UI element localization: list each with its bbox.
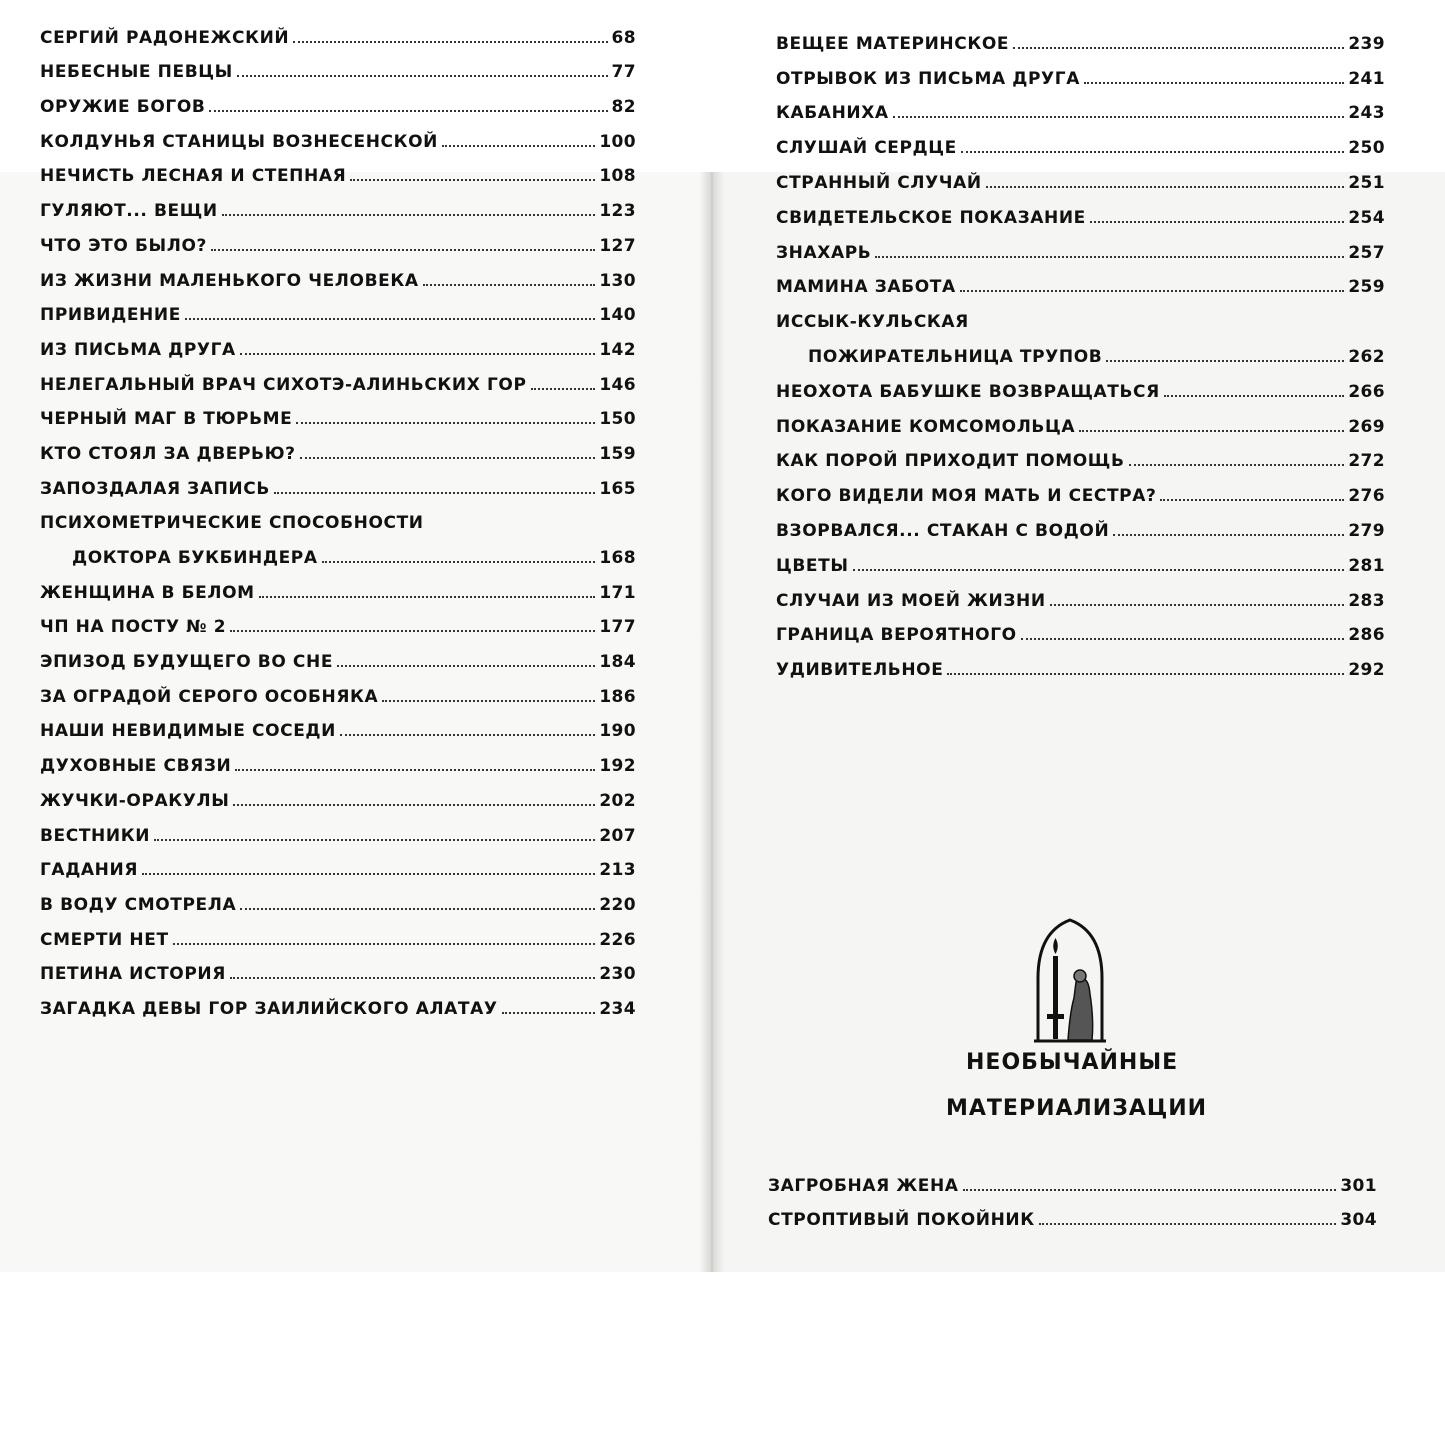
dot-leader xyxy=(1164,394,1345,397)
toc-entry xyxy=(40,434,636,469)
toc-entry-title: ДОКТОРА БУКБИНДЕРА xyxy=(72,548,318,568)
dot-leader xyxy=(240,352,596,355)
toc-entry-title: ЦВЕТЫ xyxy=(776,555,849,576)
toc-entry-title: СМЕРТИ НЕТ xyxy=(40,929,169,950)
dot-leader xyxy=(502,1011,596,1014)
dot-leader xyxy=(428,527,632,528)
toc-entry-page: 165 xyxy=(599,478,636,499)
dot-leader xyxy=(230,976,595,979)
toc-entry-page: 140 xyxy=(599,305,636,326)
toc-entry-title: СВИДЕТЕЛЬСКОЕ ПОКАЗАНИЕ xyxy=(776,207,1086,228)
toc-entry-title: ЗНАХАРЬ xyxy=(776,242,872,263)
toc-entry-page: 230 xyxy=(599,964,636,985)
dot-leader xyxy=(961,150,1344,153)
toc-entry-page: 202 xyxy=(599,790,636,811)
toc-entry-page: 241 xyxy=(1348,68,1385,89)
toc-entry-page: 77 xyxy=(611,62,636,83)
toc-entry-title: НЕЧИСТЬ ЛЕСНАЯ И СТЕПНАЯ xyxy=(40,166,347,187)
toc-entry-title: ЗА ОГРАДОЙ СЕРОГО ОСОБНЯКА xyxy=(40,686,379,707)
toc-entry xyxy=(40,746,636,781)
toc-entry-page: 304 xyxy=(1340,1210,1377,1231)
toc-entry-title: ЖЕНЩИНА В БЕЛОМ xyxy=(40,582,255,603)
toc-entry-title: ВЕЩЕЕ МАТЕРИНСКОЕ xyxy=(776,33,1010,54)
toc-entry xyxy=(776,59,1385,94)
toc-entry xyxy=(40,122,636,157)
section-heading xyxy=(900,860,1360,990)
toc-entry-title: КТО СТОЯЛ ЗА ДВЕРЬЮ? xyxy=(40,443,296,464)
toc-entry xyxy=(40,226,636,261)
toc-entry xyxy=(40,677,636,712)
toc-entry-page: 243 xyxy=(1348,103,1385,124)
toc-entry-title: НАШИ НЕВИДИМЫЕ СОСЕДИ xyxy=(40,721,336,742)
toc-entry xyxy=(40,989,636,1024)
toc-entry xyxy=(40,18,636,53)
toc-entry-title: ЗАГАДКА ДЕВЫ ГОР ЗАИЛИЙСКОГО АЛАТАУ xyxy=(40,998,498,1019)
toc-entry-title: ГУЛЯЮТ... ВЕЩИ xyxy=(40,201,218,222)
toc-entry xyxy=(40,296,636,331)
dot-leader xyxy=(1013,46,1344,49)
dot-leader xyxy=(1160,498,1344,501)
toc-entry-page: 213 xyxy=(599,860,636,881)
toc-entry xyxy=(776,581,1385,616)
toc-entry xyxy=(40,712,636,747)
toc-entry xyxy=(40,504,636,539)
toc-entry-page: 186 xyxy=(599,686,636,707)
dot-leader xyxy=(235,768,595,771)
dot-leader xyxy=(240,907,595,910)
toc-entry-page: 251 xyxy=(1348,172,1385,193)
toc-entry-page: 100 xyxy=(599,131,636,152)
toc-entry-title: ЧЕРНЫЙ МАГ В ТЮРЬМЕ xyxy=(40,409,293,430)
toc-entry-title: ПСИХОМЕТРИЧЕСКИЕ СПОСОБНОСТИ xyxy=(40,513,424,534)
toc-entry-title: СЛУШАЙ СЕРДЦЕ xyxy=(776,138,957,159)
dot-leader xyxy=(340,733,595,736)
dot-leader xyxy=(973,326,1381,327)
toc-entry-title: ЧТО ЭТО БЫЛО? xyxy=(40,235,207,256)
dot-leader xyxy=(230,629,595,632)
toc-entry-page: 283 xyxy=(1348,590,1385,611)
toc-entry xyxy=(776,372,1385,407)
toc-entry-page: 146 xyxy=(599,374,636,395)
toc-entry xyxy=(40,191,636,226)
toc-entry xyxy=(776,163,1385,198)
toc-entry-title: ДУХОВНЫЕ СВЯЗИ xyxy=(40,756,232,777)
toc-entry-page: 266 xyxy=(1348,381,1385,402)
dot-leader xyxy=(986,185,1345,188)
toc-entry xyxy=(40,365,636,400)
toc-entry xyxy=(40,53,636,88)
section-heading-line-1: НЕОБЫЧАЙНЫЕ xyxy=(966,1050,1179,1075)
toc-entry-page: 276 xyxy=(1348,486,1385,507)
toc-entry-page: 127 xyxy=(599,235,636,256)
toc-entry xyxy=(776,476,1385,511)
dot-leader xyxy=(947,672,1344,675)
dot-leader xyxy=(233,803,595,806)
toc-entry-page: 142 xyxy=(599,339,636,360)
left-toc-list xyxy=(40,18,636,1024)
dot-leader xyxy=(274,491,595,494)
toc-entry xyxy=(40,538,636,573)
toc-entry-title: ГРАНИЦА ВЕРОЯТНОГО xyxy=(776,625,1017,646)
toc-entry-page: 301 xyxy=(1340,1175,1377,1196)
toc-entry xyxy=(40,261,636,296)
toc-entry xyxy=(40,642,636,677)
toc-entry-title: ОТРЫВОК ИЗ ПИСЬМА ДРУГА xyxy=(776,68,1080,89)
dot-leader xyxy=(1050,603,1345,606)
toc-entry-title: СТРОПТИВЫЙ ПОКОЙНИК xyxy=(768,1210,1035,1231)
toc-entry-page: 254 xyxy=(1348,207,1385,228)
toc-entry-page: 82 xyxy=(611,97,636,118)
toc-entry xyxy=(40,157,636,192)
toc-entry-page: 279 xyxy=(1348,520,1385,541)
dot-leader xyxy=(259,595,596,598)
toc-entry xyxy=(40,885,636,920)
dot-leader xyxy=(1113,533,1344,536)
toc-entry-page: 292 xyxy=(1348,660,1385,681)
dot-leader xyxy=(1129,463,1345,466)
dot-leader xyxy=(1084,81,1344,84)
toc-entry-page: 239 xyxy=(1348,33,1385,54)
toc-entry-page: 226 xyxy=(599,929,636,950)
toc-entry-page: 192 xyxy=(599,756,636,777)
dot-leader xyxy=(173,942,596,945)
toc-entry-page: 177 xyxy=(599,617,636,638)
toc-entry xyxy=(776,94,1385,129)
toc-entry xyxy=(776,511,1385,546)
toc-entry xyxy=(776,268,1385,303)
toc-entry-title: КОГО ВИДЕЛИ МОЯ МАТЬ И СЕСТРА? xyxy=(776,486,1157,507)
toc-entry-title: КАБАНИХА xyxy=(776,103,889,124)
book-gutter xyxy=(700,172,724,1272)
toc-entry xyxy=(40,816,636,851)
dot-leader xyxy=(1106,359,1344,362)
toc-entry xyxy=(776,442,1385,477)
toc-entry-title: ЭПИЗОД БУДУЩЕГО ВО СНЕ xyxy=(40,652,334,673)
dot-leader xyxy=(300,456,596,459)
toc-entry-title: ОРУЖИЕ БОГОВ xyxy=(40,97,206,118)
toc-entry-title: НЕОХОТА БАБУШКЕ ВОЗВРАЩАТЬСЯ xyxy=(776,381,1160,402)
dot-leader xyxy=(154,838,595,841)
toc-entry-page: 259 xyxy=(1348,277,1385,298)
dot-leader xyxy=(382,699,595,702)
toc-entry xyxy=(40,920,636,955)
toc-entry-title: НЕБЕСНЫЕ ПЕВЦЫ xyxy=(40,62,233,83)
dot-leader xyxy=(1090,220,1344,223)
toc-entry-page: 272 xyxy=(1348,451,1385,472)
toc-entry-title: КОЛДУНЬЯ СТАНИЦЫ ВОЗНЕСЕНСКОЙ xyxy=(40,131,438,152)
toc-entry-page: 108 xyxy=(599,166,636,187)
dot-leader xyxy=(293,40,607,43)
toc-entry xyxy=(40,573,636,608)
dot-leader xyxy=(185,317,595,320)
dot-leader xyxy=(531,387,596,390)
toc-entry-title: ИЗ ПИСЬМА ДРУГА xyxy=(40,339,236,360)
toc-entry-title: СЛУЧАИ ИЗ МОЕЙ ЖИЗНИ xyxy=(776,590,1046,611)
dot-leader xyxy=(322,560,596,563)
toc-entry xyxy=(776,337,1385,372)
toc-entry xyxy=(768,1201,1377,1236)
toc-entry-title: ПЕТИНА ИСТОРИЯ xyxy=(40,964,226,985)
dot-leader xyxy=(960,289,1345,292)
dot-leader xyxy=(211,248,595,251)
toc-entry-page: 68 xyxy=(611,27,636,48)
toc-entry xyxy=(40,608,636,643)
toc-entry-title: ИЗ ЖИЗНИ МАЛЕНЬКОГО ЧЕЛОВЕКА xyxy=(40,270,419,291)
dot-leader xyxy=(337,664,595,667)
section-toc-list xyxy=(768,1166,1377,1235)
toc-entry-title: НЕЛЕГАЛЬНЫЙ ВРАЧ СИХОТЭ-АЛИНЬСКИХ ГОР xyxy=(40,374,527,395)
dot-leader xyxy=(1021,637,1345,640)
dot-leader xyxy=(963,1188,1337,1191)
toc-entry-title: СЕРГИЙ РАДОНЕЖСКИЙ xyxy=(40,27,290,48)
toc-entry-page: 168 xyxy=(599,548,636,568)
toc-entry-page: 250 xyxy=(1348,138,1385,159)
dot-leader xyxy=(853,568,1345,571)
dot-leader xyxy=(142,872,595,875)
toc-entry-page: 171 xyxy=(599,582,636,603)
toc-entry-title: ЗАГРОБНАЯ ЖЕНА xyxy=(768,1175,959,1196)
dot-leader xyxy=(1079,429,1344,432)
toc-entry-page: 269 xyxy=(1348,416,1385,437)
toc-entry-page: 281 xyxy=(1348,555,1385,576)
toc-entry xyxy=(40,851,636,886)
dot-leader xyxy=(893,115,1345,118)
toc-entry-page: 257 xyxy=(1348,242,1385,263)
toc-entry-title: КАК ПОРОЙ ПРИХОДИТ ПОМОЩЬ xyxy=(776,451,1125,472)
toc-entry-title: МАМИНА ЗАБОТА xyxy=(776,277,956,298)
dot-leader xyxy=(296,421,595,424)
toc-entry-title: СТРАННЫЙ СЛУЧАЙ xyxy=(776,172,982,193)
toc-entry-title: ПОЖИРАТЕЛЬНИЦА ТРУПОВ xyxy=(808,346,1103,367)
toc-entry-title: ВЕСТНИКИ xyxy=(40,825,151,846)
toc-entry-title: В ВОДУ СМОТРЕЛА xyxy=(40,894,237,915)
toc-entry-title: ЧП НА ПОСТУ № 2 xyxy=(40,617,227,638)
toc-entry-title: ВЗОРВАЛСЯ... СТАКАН С ВОДОЙ xyxy=(776,520,1110,541)
dot-leader xyxy=(350,178,595,181)
toc-entry-title: ИССЫК-КУЛЬСКАЯ xyxy=(776,312,969,333)
toc-entry-title: ЗАПОЗДАЛАЯ ЗАПИСЬ xyxy=(40,478,270,499)
toc-entry-page: 159 xyxy=(599,443,636,464)
toc-entry xyxy=(40,330,636,365)
toc-entry-page: 130 xyxy=(599,270,636,291)
toc-entry-page: 286 xyxy=(1348,625,1385,646)
toc-entry xyxy=(776,650,1385,685)
toc-entry xyxy=(40,400,636,435)
toc-entry xyxy=(40,469,636,504)
toc-entry xyxy=(776,616,1385,651)
dot-leader xyxy=(442,144,595,147)
right-toc-list xyxy=(776,24,1385,685)
toc-entry-page: 220 xyxy=(599,894,636,915)
toc-entry xyxy=(776,302,1385,337)
toc-entry-page: 234 xyxy=(599,998,636,1019)
toc-entry-page: 190 xyxy=(599,721,636,742)
candle-and-figure-icon xyxy=(1030,912,1110,1048)
toc-entry-page: 207 xyxy=(599,825,636,846)
toc-entry-title: ПОКАЗАНИЕ КОМСОМОЛЬЦА xyxy=(776,416,1076,437)
toc-entry xyxy=(776,407,1385,442)
toc-entry xyxy=(40,955,636,990)
toc-entry xyxy=(776,546,1385,581)
toc-entry xyxy=(776,233,1385,268)
toc-entry xyxy=(776,128,1385,163)
dot-leader xyxy=(875,255,1344,258)
toc-entry-title: ЖУЧКИ-ОРАКУЛЫ xyxy=(40,790,230,811)
dot-leader xyxy=(237,74,608,77)
dot-leader xyxy=(1039,1222,1337,1225)
dot-leader xyxy=(209,109,607,112)
toc-entry xyxy=(768,1166,1377,1201)
toc-entry-page: 123 xyxy=(599,201,636,222)
toc-entry-title: ГАДАНИЯ xyxy=(40,860,139,881)
toc-entry xyxy=(40,87,636,122)
dot-leader xyxy=(222,213,596,216)
toc-entry xyxy=(40,781,636,816)
toc-entry xyxy=(776,198,1385,233)
toc-entry-title: УДИВИТЕЛЬНОЕ xyxy=(776,660,944,681)
toc-entry xyxy=(776,24,1385,59)
toc-entry-page: 184 xyxy=(599,652,636,673)
toc-entry-page: 262 xyxy=(1348,346,1385,367)
section-heading-line-2: МАТЕРИАЛИЗАЦИИ xyxy=(946,1096,1208,1121)
toc-entry-page: 150 xyxy=(599,409,636,430)
toc-entry-title: ПРИВИДЕНИЕ xyxy=(40,305,181,326)
dot-leader xyxy=(423,283,596,286)
